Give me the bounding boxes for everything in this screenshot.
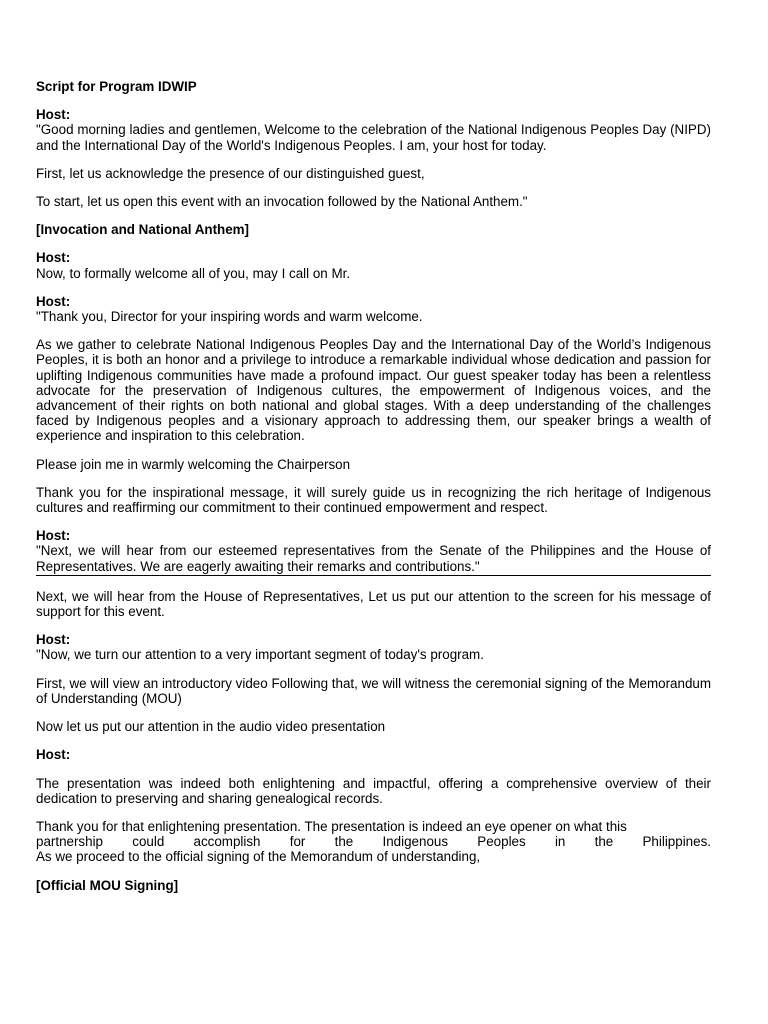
invocation-heading: [Invocation and National Anthem] (36, 222, 250, 238)
inspirational-thanks-paragraph: Thank you for the inspirational message, it will surely guide us in recognizing the rich heritage of Indigenous cultures and reaffirming our commitment to their continued empowerment and respect. (36, 484, 711, 516)
house-paragraph: Next, we will hear from the House of Representatives, Let us put our attention to the screen for his message of support for this event. (36, 588, 711, 620)
host-label: Host: (36, 528, 71, 544)
host-label: Host: (36, 107, 71, 123)
host-call-block (36, 250, 711, 280)
document-title: Script for Program IDWIP (36, 79, 197, 94)
segment-paragraph: "Now, we turn our attention to a very important segment of today's program. (36, 647, 484, 663)
av-presentation-paragraph: Now let us put our attention in the audio video presentation (36, 719, 386, 735)
document-page (36, 79, 711, 906)
acknowledge-paragraph: First, let us acknowledge the presence of our distinguished guest, (36, 165, 425, 181)
welcome-paragraph: "Good morning ladies and gentlemen, Welcome to the celebration of the National Indigenous Peoples Day (NIPD) and the International Day of the World's Indigenous Peoples. I am, your host for today. (36, 122, 711, 153)
host-label: Host: (36, 632, 71, 648)
chairperson-paragraph: Please join me in warmly welcoming the Chairperson (36, 456, 351, 472)
representatives-paragraph: "Next, we will hear from our esteemed representatives from the Senate of the Philippines and the House of Representatives. We are eagerly awaiting their remarks and contributions." (36, 543, 711, 574)
mou-proceed-block (36, 819, 711, 865)
host-intro-block (36, 107, 711, 153)
host-label: Host: (36, 747, 71, 763)
host-label: Host: (36, 250, 71, 266)
thank-presentation-line: Thank you for that enlightening presentation. The presentation is indeed an eye opener on what this (36, 818, 627, 834)
mou-signing-heading: [Official MOU Signing] (36, 877, 179, 893)
presentation-review-paragraph: The presentation was indeed both enlightening and impactful, offering a comprehensive overview of their dedication to preserving and sharing genealogical records. (36, 775, 711, 806)
host-thanks-block (36, 294, 711, 324)
proceed-signing-line: As we proceed to the official signing of the Memorandum of understanding, (36, 849, 481, 865)
invocation-intro-paragraph: To start, let us open this event with an invocation followed by the National Anthem." (36, 194, 528, 210)
host-segment-block (36, 632, 711, 662)
call-on-paragraph: Now, to formally welcome all of you, may I call on Mr. (36, 265, 351, 281)
host-representatives-block (36, 528, 711, 576)
video-mou-paragraph: First, we will view an introductory video Following that, we will witness the ceremonial signing of the Memorandum of Understanding (MOU) (36, 675, 711, 706)
speaker-intro-paragraph: As we gather to celebrate National Indigenous Peoples Day and the International Day of the World’s Indigenous Peoples, it is both an honor and a privilege to introduce a remarkable individual whose dedication and passion for uplifting Indigenous communities have made a profound impact. Our guest speaker today has been a relentless advocate for the preservation of Indigenous cultures, the empowerment of Indigenous voices, and the advancement of their rights on both national and global stages. With a deep understanding of the challenges faced by Indigenous peoples and a visionary approach to addressing them, our speaker brings a wealth of experience and inspiration to this celebration. (36, 337, 711, 444)
host-label-block (36, 747, 711, 762)
host-label: Host: (36, 293, 71, 309)
thanks-director-paragraph: "Thank you, Director for your inspiring words and warm welcome. (36, 309, 423, 325)
partnership-line: partnership could accomplish for the Indigenous Peoples in the Philippines. (36, 834, 711, 850)
